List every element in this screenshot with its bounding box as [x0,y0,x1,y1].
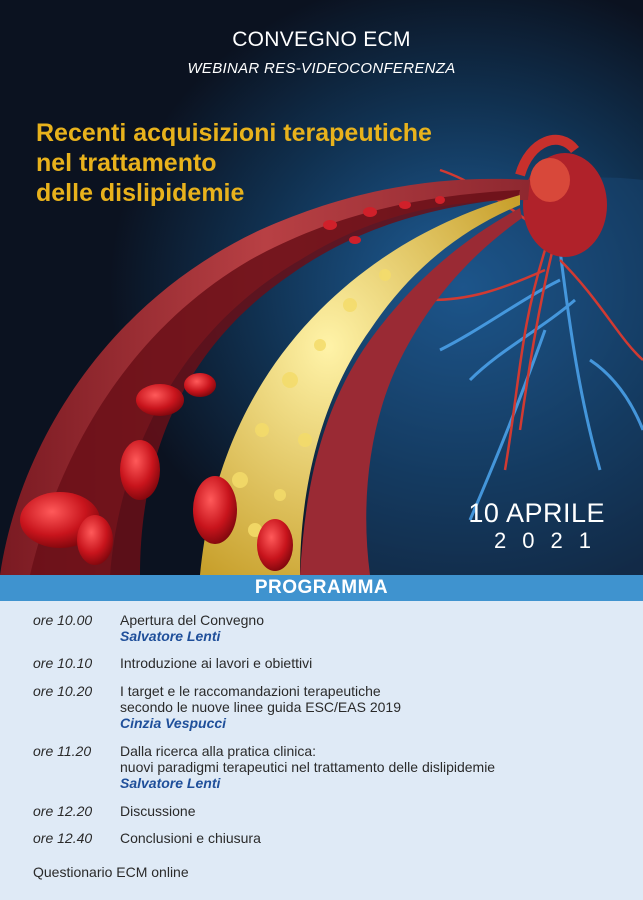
schedule-speaker: Salvatore Lenti [120,775,221,791]
schedule-description [120,803,620,819]
schedule-description [120,655,620,671]
schedule-description [120,830,620,846]
schedule-time: ore 10.00 [33,612,93,628]
event-date-day: 10 APRILE [468,498,605,528]
schedule-description [120,612,620,644]
schedule-line: I target e le raccomandazioni terapeutiche [120,683,381,699]
schedule-line: nuovi paradigmi terapeutici nel trattamento delle dislipidemie [120,759,496,775]
title-line: Recenti acquisizioni terapeutiche [36,119,432,147]
event-type: CONVEGNO ECM [232,28,411,51]
programma-heading: PROGRAMMA [0,575,643,601]
schedule-time: ore 11.20 [33,743,92,759]
schedule-time: ore 12.20 [33,803,93,819]
schedule-time: ore 12.40 [33,830,93,846]
schedule-description [120,743,620,791]
schedule-time: ore 10.20 [33,683,93,699]
schedule-line: Dalla ricerca alla pratica clinica: [120,743,317,759]
questionnaire-note: Questionario ECM online [33,864,189,880]
schedule-line: Introduzione ai lavori e obiettivi [120,655,313,671]
schedule-line: Discussione [120,803,196,819]
schedule-line: secondo le nuove linee guida ESC/EAS 2019 [120,699,401,715]
schedule-speaker: Salvatore Lenti [120,628,221,644]
title-line: delle dislipidemie [36,179,245,207]
poster-title [36,118,506,208]
schedule-line: Apertura del Convegno [120,612,264,628]
schedule-line: Conclusioni e chiusura [120,830,261,846]
event-subtype: WEBINAR RES-VIDEOCONFERENZA [187,60,456,77]
event-date-year: 2021 [494,528,607,553]
title-line: nel trattamento [36,149,217,177]
schedule-speaker: Cinzia Vespucci [120,715,227,731]
schedule-time: ore 10.10 [33,655,93,671]
schedule-description [120,683,620,731]
